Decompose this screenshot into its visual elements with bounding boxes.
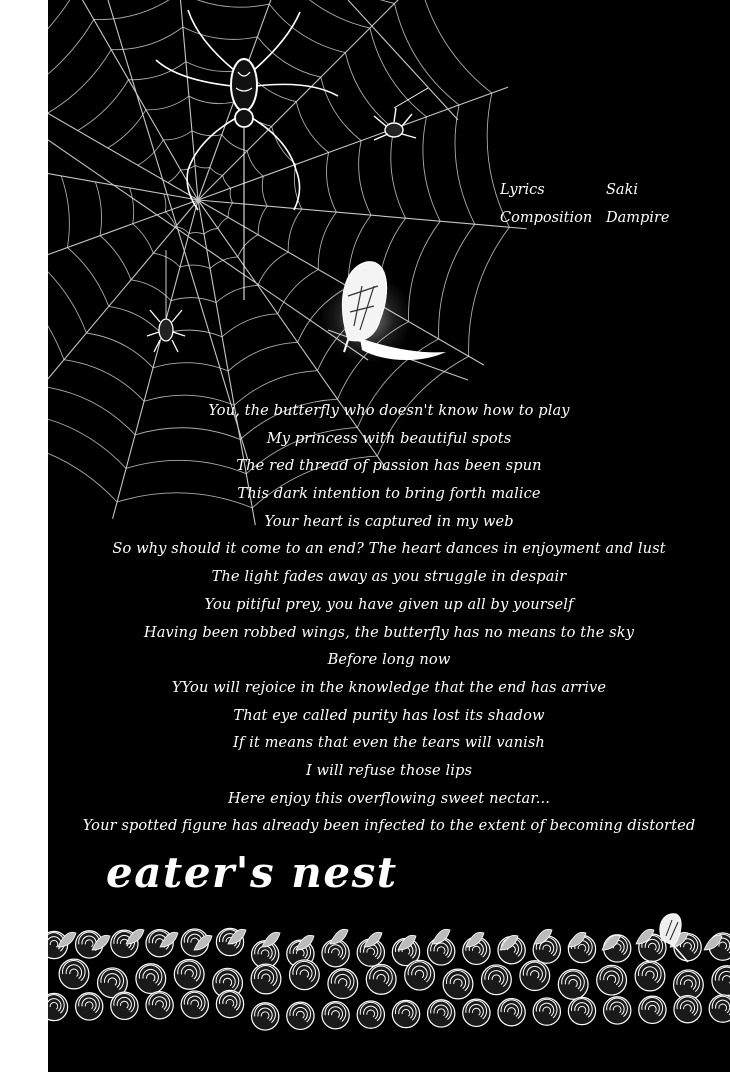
lyrics-block bbox=[48, 397, 730, 840]
lyric-line: You, the butterfly who doesn't know how to play bbox=[208, 402, 570, 419]
lyric-line: The light fades away as you struggle in despair bbox=[211, 568, 567, 586]
lyric-line: The red thread of passion has been spun bbox=[236, 457, 542, 475]
song-title: eater's nest bbox=[106, 848, 398, 897]
lyric-line: You pitiful prey, you have given up all by yourself bbox=[204, 595, 574, 613]
lyric-line: YYou will rejoice in the knowledge that the end has arrive bbox=[171, 678, 607, 696]
credit-value: Dampire bbox=[606, 210, 670, 226]
rose-border-art bbox=[48, 928, 730, 1030]
lyric-line: This dark intention to bring forth malice bbox=[237, 485, 541, 503]
lyric-line: Your heart is captured in my web bbox=[264, 512, 514, 530]
lyric-line: Having been robbed wings, the butterfly has no means to the sky bbox=[143, 623, 635, 641]
credit-label: Composition bbox=[500, 210, 593, 226]
credit-row-composition bbox=[500, 204, 669, 232]
credit-row-lyrics bbox=[500, 176, 669, 204]
credit-value: Saki bbox=[606, 182, 639, 198]
lyric-line: Here enjoy this overflowing sweet nectar... bbox=[227, 789, 551, 807]
credits bbox=[500, 176, 669, 232]
lyric-line: I will refuse those lips bbox=[305, 761, 473, 779]
credit-label: Lyrics bbox=[500, 182, 545, 198]
spider-icon bbox=[147, 250, 185, 352]
lyric-line: So why should it come to an end? The heart dances in enjoyment and lust bbox=[112, 540, 666, 558]
manga-page bbox=[48, 0, 730, 1072]
spider-icon bbox=[374, 88, 428, 140]
lyric-line: My princess with beautiful spots bbox=[266, 429, 512, 447]
lyric-line: Before long now bbox=[327, 651, 451, 669]
page-margin bbox=[0, 0, 48, 1072]
lyric-line: If it means that even the tears will vanish bbox=[233, 734, 545, 752]
lyric-line: That eye called purity has lost its shadow bbox=[233, 706, 545, 724]
lyric-line: Your spotted figure has already been infected to the extent of becoming distorted bbox=[82, 817, 696, 835]
